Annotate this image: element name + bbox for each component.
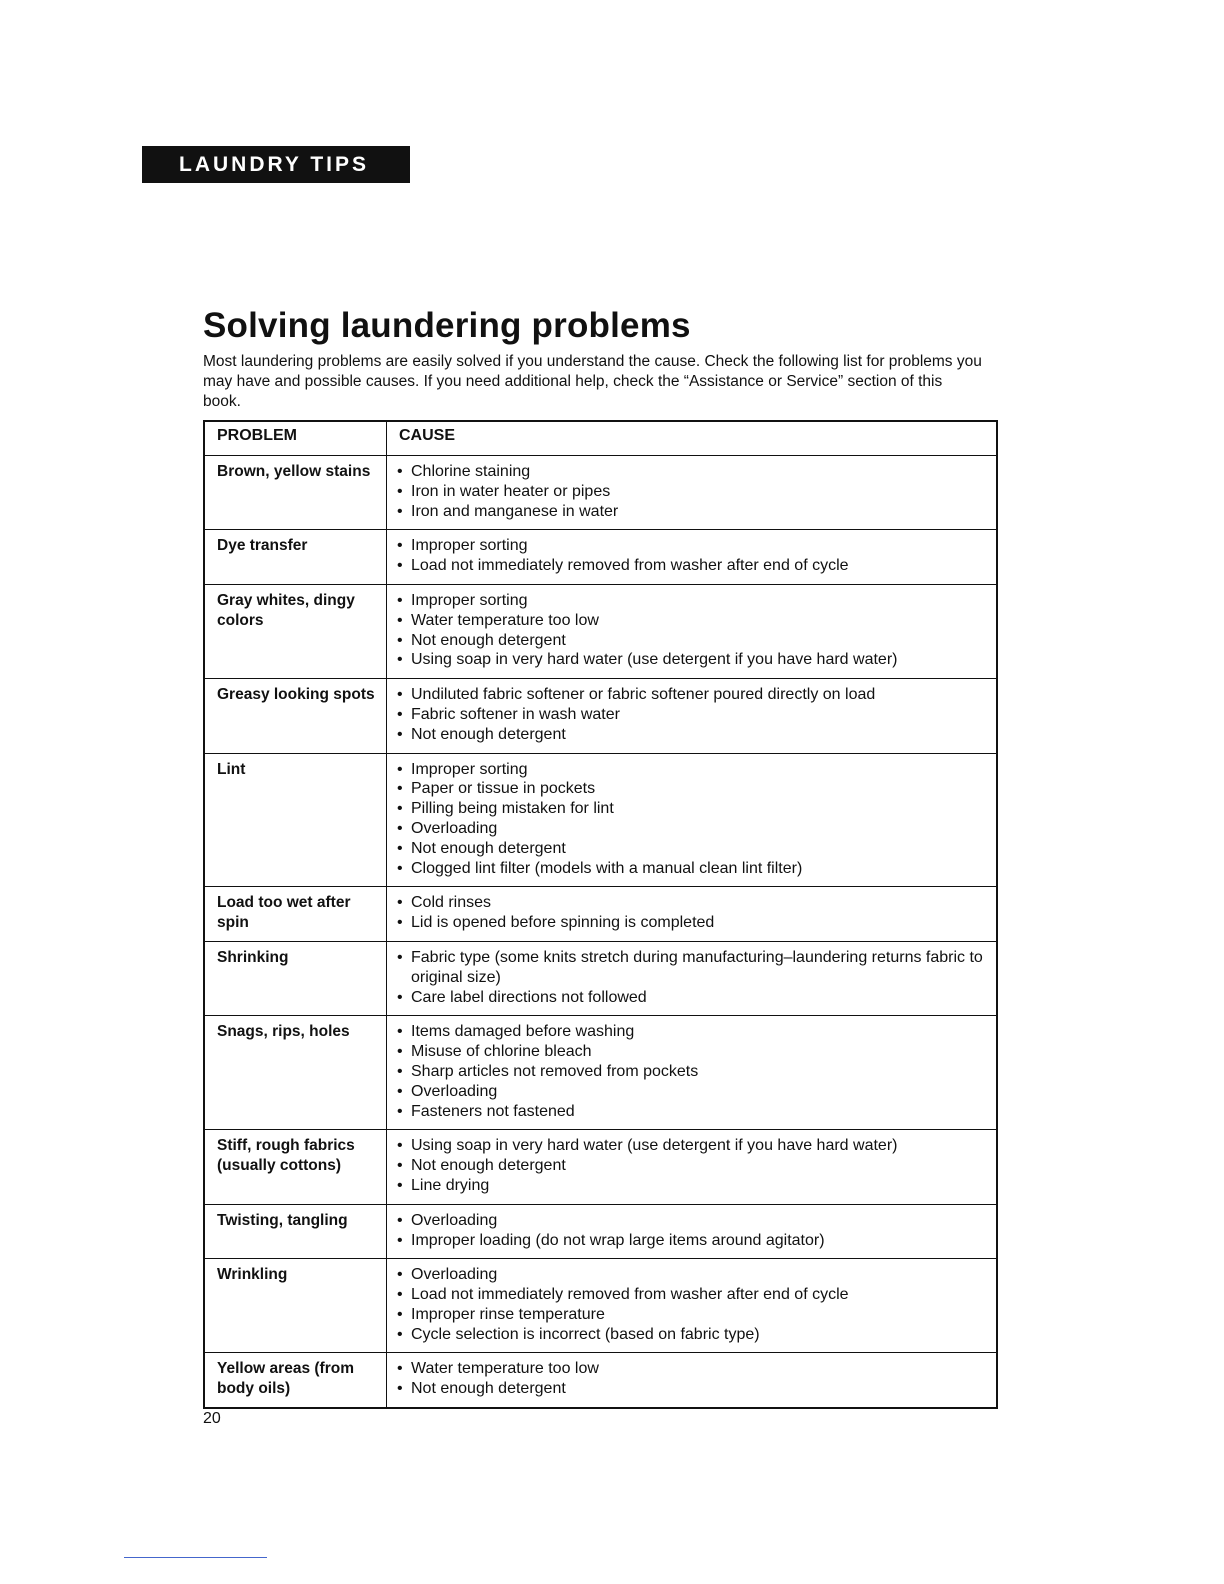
- table-row: [204, 941, 997, 1015]
- cause-list: [397, 1211, 990, 1251]
- problem-column-header: PROBLEM: [204, 421, 387, 456]
- cause-item: • Overloading: [397, 1265, 990, 1285]
- cause-item: • Not enough detergent: [397, 725, 990, 745]
- page-title: Solving laundering problems: [203, 306, 691, 345]
- cause-cell: [387, 530, 998, 585]
- table-row: [204, 753, 997, 887]
- cause-item: • Not enough detergent: [397, 1156, 990, 1176]
- problem-cell: Snags, rips, holes: [204, 1016, 387, 1130]
- cause-cell: [387, 679, 998, 753]
- cause-list: [397, 760, 990, 879]
- cause-item: • Water temperature too low: [397, 611, 990, 631]
- cause-list: [397, 536, 990, 576]
- problem-cell: Wrinkling: [204, 1259, 387, 1353]
- cause-item: • Improper rinse temperature: [397, 1305, 990, 1325]
- cause-list: [397, 1136, 990, 1195]
- cause-item: • Cycle selection is incorrect (based on fabric type): [397, 1325, 990, 1345]
- cause-cell: [387, 1016, 998, 1130]
- cause-cell: [387, 1204, 998, 1259]
- cause-list: [397, 1265, 990, 1344]
- cause-item: • Using soap in very hard water (use detergent if you have hard water): [397, 1136, 990, 1156]
- table-header-row: [204, 421, 997, 456]
- page-number: 20: [203, 1410, 221, 1427]
- problem-cell: Yellow areas (from body oils): [204, 1353, 387, 1408]
- table-row: [204, 887, 997, 942]
- cause-item: • Sharp articles not removed from pockets: [397, 1062, 990, 1082]
- cause-item: • Iron in water heater or pipes: [397, 482, 990, 502]
- cause-item: • Fasteners not fastened: [397, 1102, 990, 1122]
- problem-cell: Lint: [204, 753, 387, 887]
- table-row: [204, 1259, 997, 1353]
- table-row: [204, 1353, 997, 1408]
- cause-item: • Improper sorting: [397, 591, 990, 611]
- section-tab-label: LAUNDRY TIPS: [179, 153, 370, 176]
- intro-paragraph: Most laundering problems are easily solved if you understand the cause. Check the following list for problems you may have and possible causes. If you need additional help, check the “Assistance or Service” section of this book.: [203, 353, 982, 410]
- cause-cell: [387, 753, 998, 887]
- cause-item: • Improper loading (do not wrap large items around agitator): [397, 1231, 990, 1251]
- cause-item: • Load not immediately removed from washer after end of cycle: [397, 556, 990, 576]
- cause-item: • Improper sorting: [397, 760, 990, 780]
- cause-item: • Using soap in very hard water (use detergent if you have hard water): [397, 650, 990, 670]
- problem-cell: Stiff, rough fabrics (usually cottons): [204, 1130, 387, 1204]
- cause-item: • Paper or tissue in pockets: [397, 779, 990, 799]
- table-row: [204, 1016, 997, 1130]
- cause-item: • Not enough detergent: [397, 631, 990, 651]
- footer-rule: [124, 1557, 267, 1558]
- cause-list: [397, 462, 990, 521]
- cause-item: • Chlorine staining: [397, 462, 990, 482]
- problem-cell: Dye transfer: [204, 530, 387, 585]
- cause-cell: [387, 887, 998, 942]
- cause-item: • Undiluted fabric softener or fabric softener poured directly on load: [397, 685, 990, 705]
- table-row: [204, 456, 997, 530]
- cause-item: • Not enough detergent: [397, 839, 990, 859]
- cause-cell: [387, 456, 998, 530]
- table-row: [204, 679, 997, 753]
- table-row: [204, 530, 997, 585]
- cause-list: [397, 1359, 990, 1399]
- cause-item: • Iron and manganese in water: [397, 502, 990, 522]
- cause-cell: [387, 1259, 998, 1353]
- cause-item: • Items damaged before washing: [397, 1022, 990, 1042]
- cause-list: [397, 685, 990, 744]
- cause-item: • Water temperature too low: [397, 1359, 990, 1379]
- cause-item: • Cold rinses: [397, 893, 990, 913]
- cause-item: • Load not immediately removed from washer after end of cycle: [397, 1285, 990, 1305]
- cause-item: • Not enough detergent: [397, 1379, 990, 1399]
- cause-item: • Clogged lint filter (models with a manual clean lint filter): [397, 859, 990, 879]
- table-row: [204, 1204, 997, 1259]
- section-tab: [142, 146, 410, 183]
- problem-cell: Brown, yellow stains: [204, 456, 387, 530]
- cause-cell: [387, 1353, 998, 1408]
- cause-item: • Fabric softener in wash water: [397, 705, 990, 725]
- cause-item: • Line drying: [397, 1176, 990, 1196]
- cause-item: • Overloading: [397, 819, 990, 839]
- cause-item: • Pilling being mistaken for lint: [397, 799, 990, 819]
- problem-cell: Shrinking: [204, 941, 387, 1015]
- cause-item: • Fabric type (some knits stretch during manufacturing–laundering returns fabric to original size): [397, 948, 990, 988]
- cause-list: [397, 1022, 990, 1121]
- cause-item: • Misuse of chlorine bleach: [397, 1042, 990, 1062]
- cause-column-header: CAUSE: [387, 421, 998, 456]
- cause-item: • Overloading: [397, 1211, 990, 1231]
- problem-cell: Greasy looking spots: [204, 679, 387, 753]
- cause-cell: [387, 584, 998, 678]
- table-row: [204, 584, 997, 678]
- cause-cell: [387, 1130, 998, 1204]
- cause-list: [397, 893, 990, 933]
- cause-list: [397, 591, 990, 670]
- cause-cell: [387, 941, 998, 1015]
- problems-table: [203, 420, 998, 1409]
- problem-cell: Twisting, tangling: [204, 1204, 387, 1259]
- problem-cell: Load too wet after spin: [204, 887, 387, 942]
- cause-item: • Care label directions not followed: [397, 988, 990, 1008]
- table-body: [204, 456, 997, 1409]
- cause-list: [397, 948, 990, 1007]
- problem-cell: Gray whites, dingy colors: [204, 584, 387, 678]
- table-row: [204, 1130, 997, 1204]
- cause-item: • Lid is opened before spinning is completed: [397, 913, 990, 933]
- cause-item: • Overloading: [397, 1082, 990, 1102]
- cause-item: • Improper sorting: [397, 536, 990, 556]
